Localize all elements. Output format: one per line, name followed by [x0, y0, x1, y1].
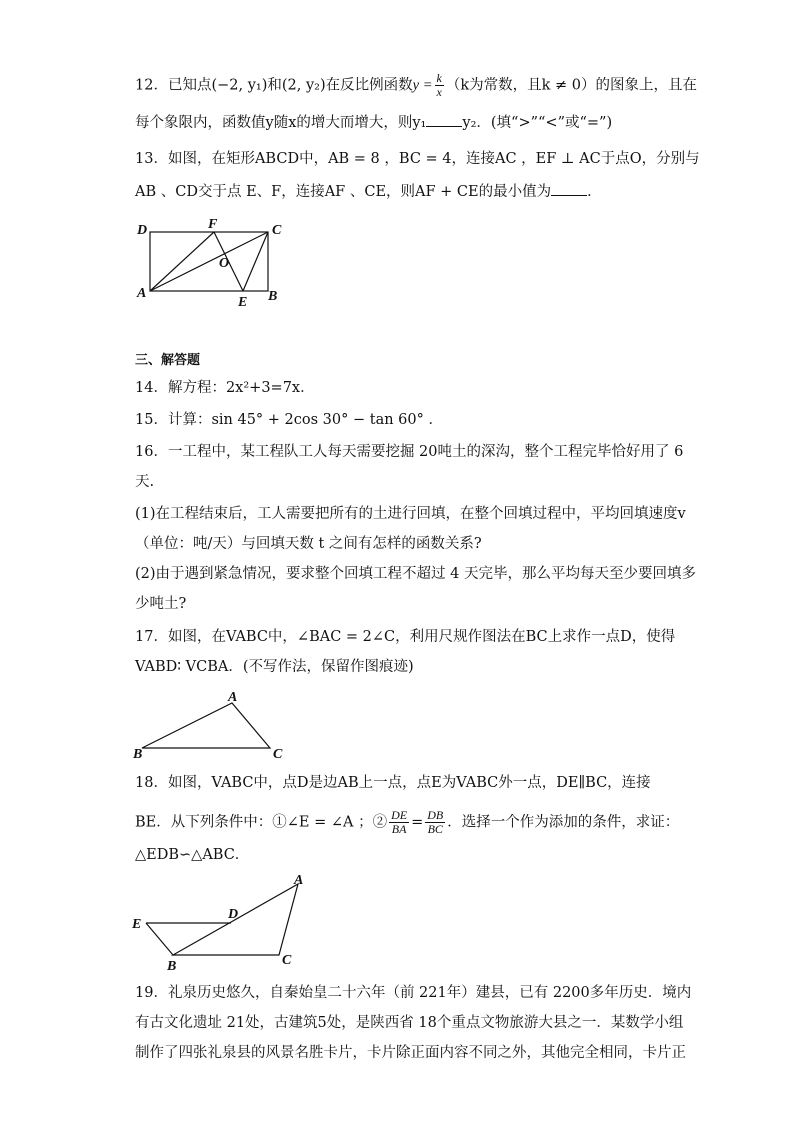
q16-line6: 少吨土?	[135, 596, 187, 612]
q19-line2: 有古文化遗址 21处，古建筑5处，是陕西省 18个重点文物旅游大县之一．某数学小组	[135, 1015, 684, 1031]
q13-segment-af	[150, 232, 214, 291]
q18-equals: =	[411, 814, 424, 831]
q13-text-a: AB 、CD交于点 E、F，连接AF 、CE，则AF + CE的最小值为	[135, 184, 552, 200]
q14: 14．解方程：2x²+3=7x．	[135, 380, 315, 396]
q16-line5: (2)由于遇到紧急情况，要求整个回填工程不超过 4 天完毕，那么平均每天至少要回填多	[135, 566, 696, 582]
q18-line3: △EDB∽△ABC．	[135, 847, 250, 863]
q17-line2: VABD∶ VCBA．(不写作法，保留作图痕迹)	[135, 659, 414, 675]
q19-line3: 制作了四张礼泉县的风景名胜卡片，卡片除正面内容不同之外，其他完全相同，卡片正	[135, 1045, 686, 1061]
section-heading: 三、解答题	[135, 353, 201, 368]
q17-triangle-abc	[142, 703, 270, 748]
q12-text-a: 12．已知点	[135, 77, 212, 94]
q17-triangle-figure	[130, 688, 290, 763]
q18-line1: 18．如图，VABC中，点D是边AB上一点，点E为VABC外一点，DE∥BC，连接	[135, 775, 651, 791]
q12-frac-num: k	[436, 71, 442, 85]
q13-answer-blank[interactable]	[551, 181, 587, 196]
q12-line2	[135, 112, 612, 133]
q12-line1	[135, 72, 697, 99]
q16-line4: （单位：吨/天）与回填天数 t 之间有怎样的函数关系?	[135, 536, 482, 552]
q12-answer-blank[interactable]	[426, 112, 462, 127]
q18-label-b: B	[167, 959, 177, 972]
q13-label-a: A	[137, 286, 147, 301]
q12-text-c: （k为常数，且k ≠ 0）的图象上，且在	[445, 77, 697, 94]
q18-frac2-num: DB	[427, 808, 444, 822]
q12-frac-den: x	[436, 85, 442, 99]
q18-frac1-num: DE	[391, 808, 408, 822]
q19-line1: 19．礼泉历史悠久，自秦始皇二十六年（前 221年）建县，已有 2200多年历史．境内	[135, 985, 692, 1001]
q18-label-a: A	[294, 873, 304, 888]
q12-func-y: y =	[412, 77, 433, 94]
q13-rectangle-figure	[130, 215, 300, 310]
q12-text-d: 每个象限内，函数值y随x的增大而增大，则y₁	[135, 115, 427, 131]
q18-frac1-den: BA	[391, 822, 407, 836]
q18-fraction-db-bc	[425, 809, 445, 836]
q13-segment-ce	[243, 232, 268, 291]
q18-segment-eb	[146, 923, 173, 955]
q18-fraction-de-ba	[389, 809, 409, 836]
q12-and: 和	[267, 77, 282, 94]
q18-label-c: C	[282, 953, 292, 968]
q12-point1: (−2, y₁)	[211, 77, 268, 94]
q17-line1: 17．如图，在VABC中，∠BAC = 2∠C，利用尺规作图法在BC上求作一点D，使得	[135, 629, 676, 645]
q17-label-c: C	[273, 747, 283, 762]
q13-text-b: ．	[587, 184, 602, 200]
q13-label-d: D	[137, 223, 148, 238]
q13-label-b: B	[268, 289, 278, 304]
q12-text-b: 在反比例函数	[325, 77, 413, 94]
q18-text-a: BE．从下列条件中：①∠E = ∠A ；②	[135, 814, 388, 831]
q16-line2: 天.	[135, 474, 155, 490]
q13-label-f: F	[208, 217, 218, 232]
q12-fraction	[435, 72, 444, 99]
q13-label-e: E	[238, 295, 248, 310]
q18-text-b: ．选择一个作为添加的条件，求证：	[447, 814, 680, 831]
q12-point2: (2, y₂)	[281, 77, 326, 94]
q17-label-b: B	[133, 747, 143, 762]
q16-line3: (1)在工程结束后，工人需要把所有的土进行回填，在整个回填过程中，平均回填速度v	[135, 506, 686, 522]
q13-line2	[135, 181, 602, 202]
q15: 15．计算：sin 45° + 2cos 30° − tan 60° ．	[135, 412, 443, 428]
q12-text-e: y₂．(填“>”“<”或“=”)	[462, 115, 613, 131]
q16-line1: 16．一工程中，某工程队工人每天需要挖掘 20吨土的深沟，整个工程完毕恰好用了 6	[135, 444, 684, 460]
q13-diagonal-ac	[150, 232, 268, 291]
q18-frac2-den: BC	[427, 822, 443, 836]
q18-label-d: D	[228, 907, 239, 922]
q18-line2	[135, 809, 679, 836]
q17-label-a: A	[228, 690, 238, 705]
q18-figure	[128, 872, 318, 972]
q18-label-e: E	[132, 917, 142, 932]
q13-line1: 13．如图，在矩形ABCD中，AB = 8 ，BC = 4，连接AC ，EF ⊥ AC于点O，分别与	[135, 151, 700, 167]
q13-label-o: O	[219, 256, 230, 271]
q13-label-c: C	[272, 223, 282, 238]
